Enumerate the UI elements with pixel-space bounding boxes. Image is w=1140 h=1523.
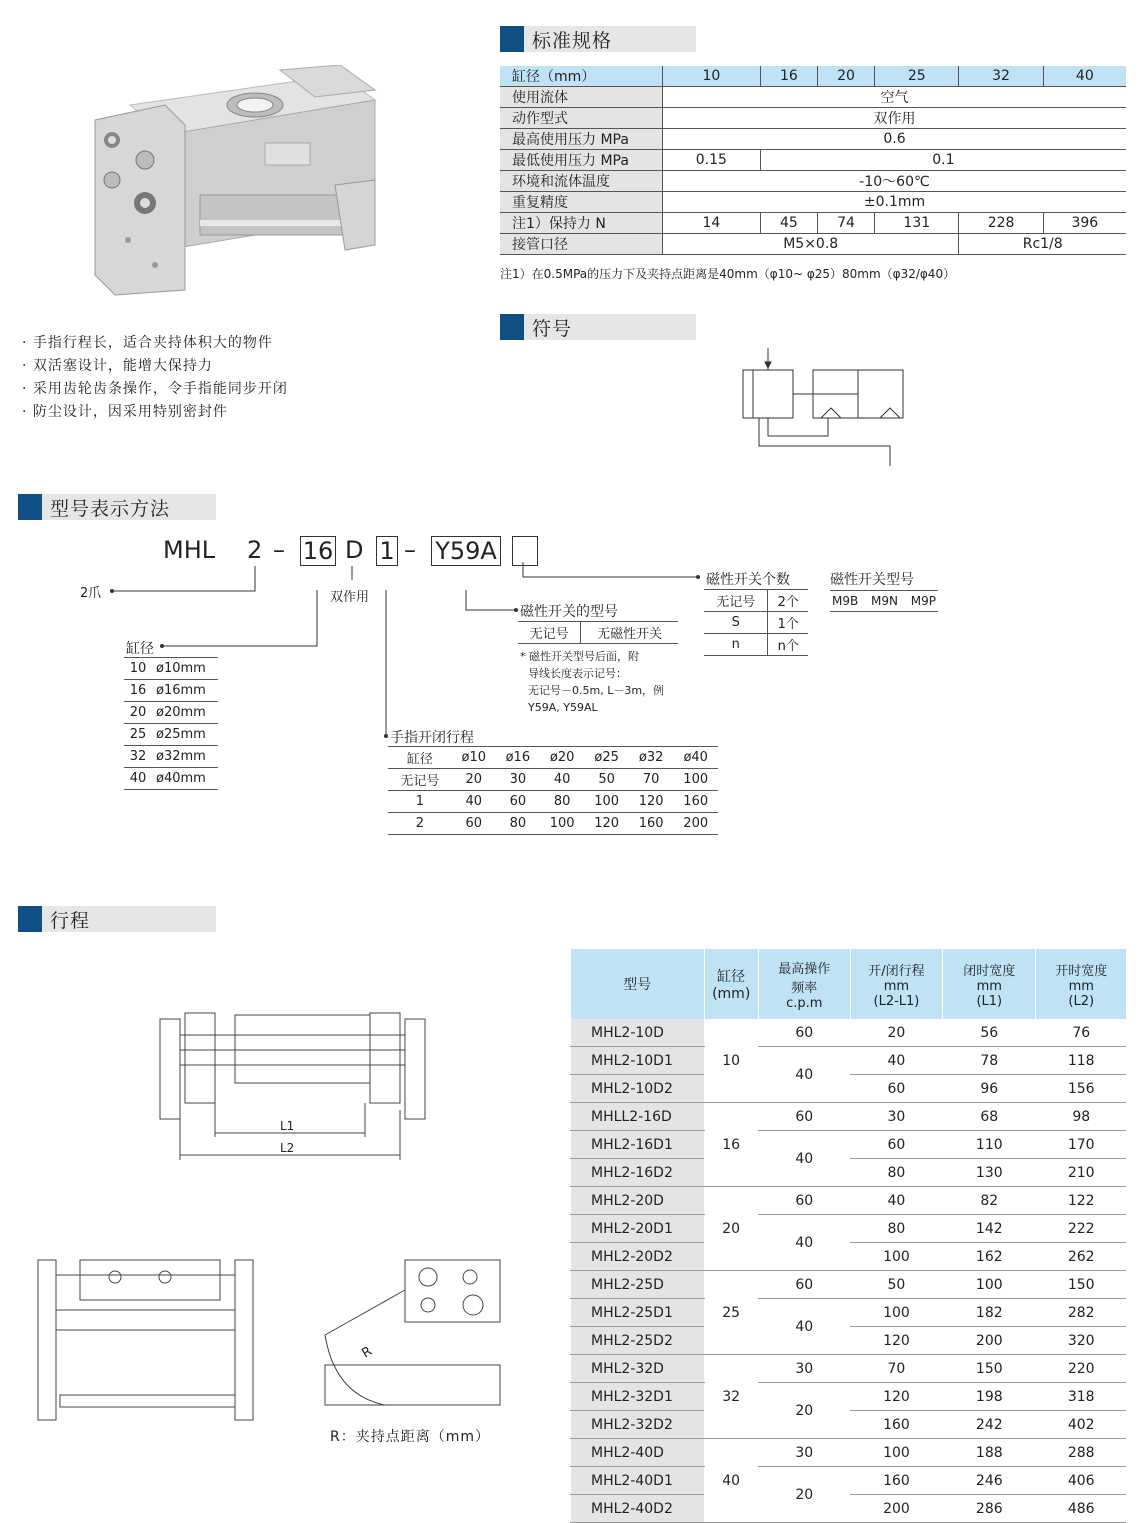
table-cell: 406 [1036, 1467, 1126, 1495]
label-l2: L2 [280, 1141, 295, 1155]
table-cell: 82 [943, 1187, 1036, 1215]
table-cell: MHL2-16D1 [571, 1131, 705, 1159]
table-row [571, 1019, 1127, 1047]
table-cell: MHL2-20D1 [571, 1215, 705, 1243]
table-row [571, 1467, 1127, 1495]
stroke-drawing-front [150, 1005, 440, 1170]
table-cell: MHL2-20D [571, 1187, 705, 1215]
table-cell: 68 [943, 1103, 1036, 1131]
table-cell: MHL2-32D1 [571, 1383, 705, 1411]
table-cell: MHL2-10D1 [571, 1047, 705, 1075]
label-l1: L1 [280, 1119, 295, 1133]
table-cell: 210 [1036, 1159, 1126, 1187]
table-cell: 188 [943, 1439, 1036, 1467]
table-cell: 60 [850, 1075, 942, 1103]
table-row [571, 1047, 1127, 1075]
table-cell: 486 [1036, 1495, 1126, 1523]
section-title-stroke: 行程 [18, 906, 216, 932]
product-photo [90, 65, 380, 300]
table-cell: 160 [850, 1411, 942, 1439]
table-cell: 150 [943, 1355, 1036, 1383]
feature-item: · 采用齿轮齿条操作，令手指能同步开闭 [22, 381, 288, 397]
table-cell: 286 [943, 1495, 1036, 1523]
table-cell: 80 [850, 1215, 942, 1243]
table-cell: MHL2-32D [571, 1355, 705, 1383]
table-cell: 40 [758, 1299, 850, 1355]
section-title-model: 型号表示方法 [18, 494, 216, 520]
table-cell: 76 [1036, 1019, 1126, 1047]
table-cell: 288 [1036, 1439, 1126, 1467]
table-cell: 100 [850, 1299, 942, 1327]
table-cell: 60 [758, 1103, 850, 1131]
table-cell: 110 [943, 1131, 1036, 1159]
switch-table: 无记号 无磁性开关 [518, 621, 678, 644]
table-cell: 156 [1036, 1075, 1126, 1103]
feature-list [22, 332, 288, 424]
table-cell: 100 [943, 1271, 1036, 1299]
switch-note: * 磁性开关型号后面，附 导线长度表示记号： 无记号－0.5m, L－3m，例 Y59A, Y59AL [520, 650, 665, 714]
table-cell: 182 [943, 1299, 1036, 1327]
section-title-spec: 标准规格 [500, 26, 696, 52]
section-title-symbol: 符号 [500, 314, 696, 340]
table-cell: 130 [943, 1159, 1036, 1187]
table-cell: 120 [850, 1327, 942, 1355]
r-caption: R：夹持点距离（mm） [330, 1429, 491, 1445]
table-cell: 25 [704, 1271, 758, 1355]
bore-title: 缸径 [126, 641, 154, 657]
table-cell: 242 [943, 1411, 1036, 1439]
table-cell: MHL2-10D [571, 1019, 705, 1047]
stroke-drawing-top [30, 1255, 270, 1425]
table-cell: 160 [850, 1467, 942, 1495]
feature-item: · 手指行程长，适合夹持体积大的物件 [22, 335, 273, 351]
table-cell: MHL2-40D [571, 1439, 705, 1467]
table-cell: 100 [850, 1243, 942, 1271]
table-cell: 20 [704, 1187, 758, 1271]
table-cell: MHLL2-16D [571, 1103, 705, 1131]
table-cell: 30 [850, 1103, 942, 1131]
stroke-option-title: 手指开闭行程 [390, 730, 474, 746]
code-dash: – [273, 536, 285, 564]
table-row [571, 1439, 1127, 1467]
table-cell: 100 [850, 1439, 942, 1467]
table-cell: 98 [1036, 1103, 1126, 1131]
table-cell: 60 [758, 1019, 850, 1047]
count-title: 磁性开关个数 [706, 572, 790, 588]
table-cell: 122 [1036, 1187, 1126, 1215]
table-cell: 56 [943, 1019, 1036, 1047]
table-cell: MHL2-16D2 [571, 1159, 705, 1187]
table-cell: 32 [704, 1355, 758, 1439]
table-cell: MHL2-25D2 [571, 1327, 705, 1355]
table-cell: MHL2-25D [571, 1271, 705, 1299]
bore-table: 10 ø10mm 16 ø16mm 20 ø20mm 25 ø25mm 32 ø32mm 40 ø40mm [124, 657, 218, 790]
table-cell: 60 [850, 1131, 942, 1159]
table-cell: MHL2-40D2 [571, 1495, 705, 1523]
code-series: MHL [163, 536, 216, 564]
table-cell: 118 [1036, 1047, 1126, 1075]
table-row [571, 1271, 1127, 1299]
table-cell: 170 [1036, 1131, 1126, 1159]
table-cell: 262 [1036, 1243, 1126, 1271]
table-cell: 222 [1036, 1215, 1126, 1243]
stroke-table [570, 949, 1126, 1523]
fingers-label: 2爪 [80, 586, 102, 601]
table-row [571, 1215, 1127, 1243]
table-cell: MHL2-32D2 [571, 1411, 705, 1439]
table-cell: MHL2-10D2 [571, 1075, 705, 1103]
code-action: D [345, 536, 364, 564]
table-cell: 318 [1036, 1383, 1126, 1411]
code-stroke: 1 [376, 536, 398, 566]
table-cell: 20 [758, 1383, 850, 1439]
table-cell: 40 [704, 1439, 758, 1523]
switch-title: 磁性开关的型号 [520, 604, 618, 620]
table-cell: 40 [758, 1131, 850, 1187]
table-cell: MHL2-20D2 [571, 1243, 705, 1271]
label-r: R [359, 1343, 375, 1362]
table-cell: 96 [943, 1075, 1036, 1103]
table-cell: 120 [850, 1383, 942, 1411]
table-cell: 200 [943, 1327, 1036, 1355]
table-cell: 220 [1036, 1355, 1126, 1383]
table-cell: 30 [758, 1439, 850, 1467]
table-cell: 40 [850, 1187, 942, 1215]
table-cell: MHL2-40D1 [571, 1467, 705, 1495]
table-cell: MHL2-25D1 [571, 1299, 705, 1327]
table-cell: 162 [943, 1243, 1036, 1271]
table-row [571, 1131, 1127, 1159]
count-table: 无记号 2个 S 1个 n n个 [704, 589, 808, 656]
table-row [571, 1187, 1127, 1215]
table-cell: 198 [943, 1383, 1036, 1411]
table-cell: 70 [850, 1355, 942, 1383]
table-cell: 150 [1036, 1271, 1126, 1299]
code-bore: 16 [300, 536, 336, 566]
code-switch: Y59A [431, 536, 501, 566]
table-cell: 30 [758, 1355, 850, 1383]
table-cell: 40 [850, 1047, 942, 1075]
table-cell: 60 [758, 1271, 850, 1299]
table-cell: 78 [943, 1047, 1036, 1075]
table-cell: 246 [943, 1467, 1036, 1495]
spec-header-row: 缸径（mm） 10 16 20 25 32 40 [500, 66, 1126, 87]
table-cell: 50 [850, 1271, 942, 1299]
table-row [571, 1383, 1127, 1411]
action-label: 双作用 [330, 590, 370, 605]
table-cell: 10 [704, 1019, 758, 1103]
table-cell: 320 [1036, 1327, 1126, 1355]
table-row [571, 1103, 1127, 1131]
clamp-distance-drawing [315, 1255, 515, 1425]
spec-note: 注1）在0.5MPa的压力下及夹持点距离是40mm（φ10~ φ25）80mm（φ32/φ40） [500, 267, 956, 281]
table-row [571, 1355, 1127, 1383]
table-cell: 142 [943, 1215, 1036, 1243]
switch-model-list: M9B M9N M9P [830, 590, 938, 612]
table-cell: 402 [1036, 1411, 1126, 1439]
table-cell: 16 [704, 1103, 758, 1187]
table-cell: 20 [850, 1019, 942, 1047]
table-row [571, 1299, 1127, 1327]
table-cell: 40 [758, 1047, 850, 1103]
table-cell: 282 [1036, 1299, 1126, 1327]
stroke-table-header: 型号 缸径 (mm) 最高操作 频率 c.p.m 开/闭行程 mm (L2-L1) 闭时宽度 mm (L1) 开时宽度 mm (L2) [571, 949, 1127, 1019]
feature-item: · 防尘设计，因采用特别密封件 [22, 404, 228, 420]
spec-table: 缸径（mm） 10 16 20 25 32 40 使用流体 空气 动作型式 双作用 最高使用压力 MPa 0.6 最低使用压力 MPa 0.15 0.1 环境和流体温度 -10～60℃ 重复精度 ±0.1mm 注1）保持力 N 14 45 74 131 228 396 接管口径 M5×0.8 Rc1/8 [500, 66, 1126, 255]
table-cell: 200 [850, 1495, 942, 1523]
stroke-option-table: 缸径 ø10 ø16 ø20 ø25 ø32 ø40 无记号 20 30 40 50 70 100 1 40 60 80 100 120 160 2 60 80 100 120 160 200 [388, 746, 718, 835]
code-fingers: 2 [247, 536, 263, 564]
table-cell: 20 [758, 1467, 850, 1523]
pneumatic-symbol [735, 348, 915, 468]
switch-model-title: 磁性开关型号 [830, 572, 914, 588]
table-cell: 80 [850, 1159, 942, 1187]
table-cell: 60 [758, 1187, 850, 1215]
code-dash: – [404, 536, 416, 564]
table-cell: 40 [758, 1215, 850, 1271]
feature-item: · 双活塞设计，能增大保持力 [22, 358, 213, 374]
